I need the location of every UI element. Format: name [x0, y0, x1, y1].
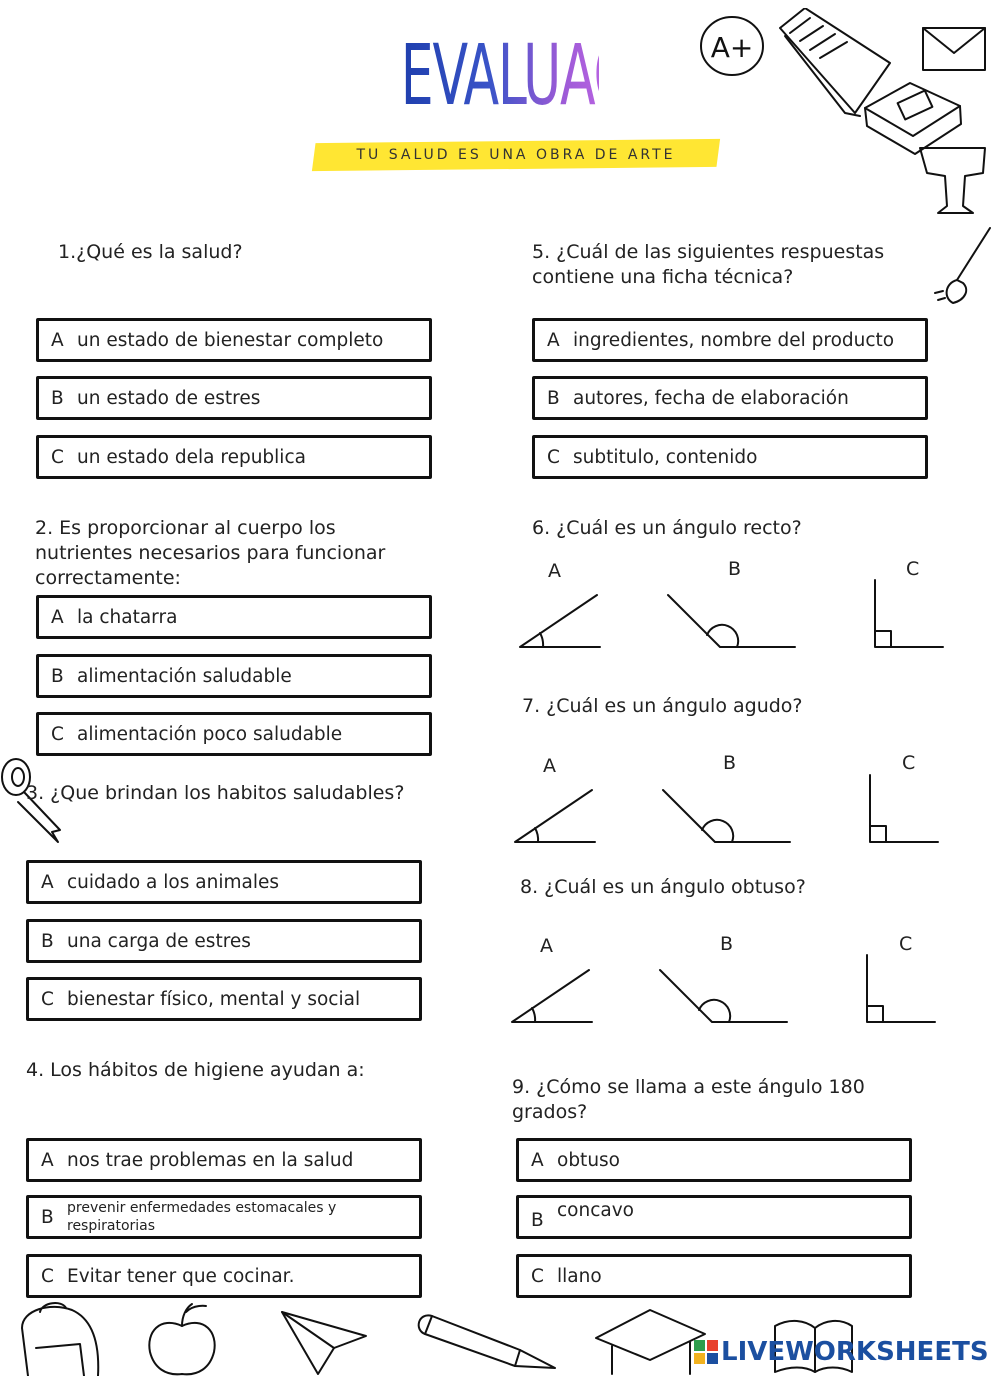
- q6-label-b: B: [728, 558, 742, 580]
- option-letter: A: [51, 329, 64, 351]
- acute-angle-icon: [520, 595, 600, 647]
- grade-badge-text: A+: [710, 31, 754, 64]
- option-text: concavo: [557, 1200, 634, 1221]
- option-text: una carga de estres: [67, 930, 251, 952]
- option-text: obtuso: [557, 1149, 620, 1171]
- q8-label-c: C: [899, 933, 913, 955]
- question-6: 6. ¿Cuál es un ángulo recto?: [532, 517, 802, 539]
- option-letter: C: [41, 1265, 54, 1287]
- q7-label-b: B: [723, 752, 737, 774]
- option-letter: B: [531, 1210, 544, 1231]
- envelope-icon: [923, 28, 985, 70]
- option-letter: C: [547, 446, 560, 468]
- q1-option-c[interactable]: [36, 435, 432, 479]
- acute-angle-icon: [515, 790, 595, 842]
- q7-angles[interactable]: [510, 770, 950, 850]
- q2-option-a[interactable]: [36, 595, 432, 639]
- right-angle-icon: [870, 775, 938, 842]
- q5-option-c[interactable]: [532, 435, 928, 479]
- question-4: 4. Los hábitos de higiene ayudan a:: [26, 1059, 365, 1081]
- grade-badge-icon: [701, 17, 763, 75]
- q7-label-a: A: [543, 755, 556, 777]
- option-letter: B: [51, 387, 64, 409]
- option-letter: C: [531, 1265, 544, 1287]
- option-text: un estado de estres: [77, 387, 261, 409]
- q3-option-c[interactable]: [26, 977, 422, 1021]
- q3-option-a[interactable]: [26, 860, 422, 904]
- obtuse-angle-icon: [668, 595, 795, 647]
- q2-option-b[interactable]: [36, 654, 432, 698]
- q4-option-a[interactable]: [26, 1138, 422, 1182]
- option-letter: B: [51, 665, 64, 687]
- option-text: bienestar físico, mental y social: [67, 988, 361, 1010]
- page-subtitle: TU SALUD ES UNA OBRA DE ARTE: [356, 147, 676, 163]
- liveworksheets-logo-text: LIVEWORKSHEETS: [721, 1337, 989, 1367]
- option-letter: A: [51, 606, 64, 628]
- option-text: ingredientes, nombre del producto: [573, 329, 895, 351]
- question-5: 5. ¿Cuál de las siguientes respuestas contiene una ficha técnica?: [532, 241, 885, 288]
- page-title: EVALUACIÓN: [401, 20, 599, 130]
- q9-option-c[interactable]: [516, 1254, 912, 1298]
- q3-option-b[interactable]: [26, 919, 422, 963]
- right-angle-icon: [875, 580, 943, 647]
- q4-option-c[interactable]: [26, 1254, 422, 1298]
- q8-angles[interactable]: [507, 950, 947, 1030]
- obtuse-angle-icon: [663, 790, 790, 842]
- open-book-icon: [780, 8, 890, 116]
- trophy-icon: [920, 148, 985, 213]
- paper-plane-icon: [282, 1312, 366, 1374]
- q4-option-b[interactable]: [26, 1195, 422, 1239]
- apple-icon: [149, 1304, 214, 1374]
- option-text: nos trae problemas en la salud: [67, 1149, 354, 1171]
- right-angle-icon: [867, 955, 935, 1022]
- option-letter: A: [41, 1149, 54, 1171]
- liveworksheets-logo-icon: [694, 1340, 718, 1364]
- paintbrush-icon: [935, 228, 990, 303]
- option-letter: A: [531, 1149, 544, 1171]
- obtuse-angle-icon: [660, 970, 787, 1022]
- option-text: la chatarra: [77, 606, 178, 628]
- option-text: un estado de bienestar completo: [77, 329, 384, 351]
- option-text: autores, fecha de elaboración: [573, 387, 849, 409]
- q7-label-c: C: [902, 752, 916, 774]
- option-text: subtitulo, contenido: [573, 446, 758, 468]
- q5-option-b[interactable]: [532, 376, 928, 420]
- question-7: 7. ¿Cuál es un ángulo agudo?: [522, 695, 803, 717]
- q9-option-b[interactable]: [516, 1195, 912, 1239]
- option-text: llano: [557, 1265, 602, 1287]
- option-letter: A: [41, 871, 54, 893]
- option-letter: B: [547, 387, 560, 409]
- q1-option-b[interactable]: [36, 376, 432, 420]
- option-text: prevenir enfermedades estomacales y respiratorias: [67, 1200, 337, 1234]
- option-letter: A: [547, 329, 560, 351]
- option-text: Evitar tener que cocinar.: [67, 1265, 295, 1287]
- option-text: un estado dela republica: [77, 446, 306, 468]
- question-9: 9. ¿Cómo se llama a este ángulo 180 grados?: [512, 1076, 865, 1123]
- option-letter: C: [41, 988, 54, 1010]
- liveworksheets-logo[interactable]: [694, 1336, 989, 1368]
- q1-option-a[interactable]: [36, 318, 432, 362]
- q6-label-c: C: [906, 558, 920, 580]
- option-letter: C: [51, 446, 64, 468]
- question-3: 3. ¿Que brindan los habitos saludables?: [26, 782, 405, 804]
- question-2: 2. Es proporcionar al cuerpo los nutrientes necesarios para funcionar correctamente:: [35, 517, 386, 589]
- option-text: alimentación saludable: [77, 665, 292, 687]
- option-text: cuidado a los animales: [67, 871, 279, 893]
- q8-label-a: A: [540, 935, 553, 957]
- q6-angles[interactable]: [515, 575, 955, 655]
- option-letter: B: [41, 930, 54, 952]
- acute-angle-icon: [512, 970, 592, 1022]
- q2-option-c[interactable]: [36, 712, 432, 756]
- q5-option-a[interactable]: [532, 318, 928, 362]
- q6-label-a: A: [548, 560, 561, 582]
- question-1: 1.¿Qué es la salud?: [58, 241, 243, 263]
- pencil-icon: [419, 1315, 555, 1368]
- q9-option-a[interactable]: [516, 1138, 912, 1182]
- book-stack-icon: [865, 83, 961, 154]
- question-8: 8. ¿Cuál es un ángulo obtuso?: [520, 876, 806, 898]
- q8-label-b: B: [720, 933, 734, 955]
- backpack-icon: [22, 1303, 98, 1376]
- option-text: alimentación poco saludable: [77, 723, 343, 745]
- graduation-cap-icon: [596, 1310, 705, 1374]
- option-letter: C: [51, 723, 64, 745]
- option-letter: B: [41, 1206, 54, 1228]
